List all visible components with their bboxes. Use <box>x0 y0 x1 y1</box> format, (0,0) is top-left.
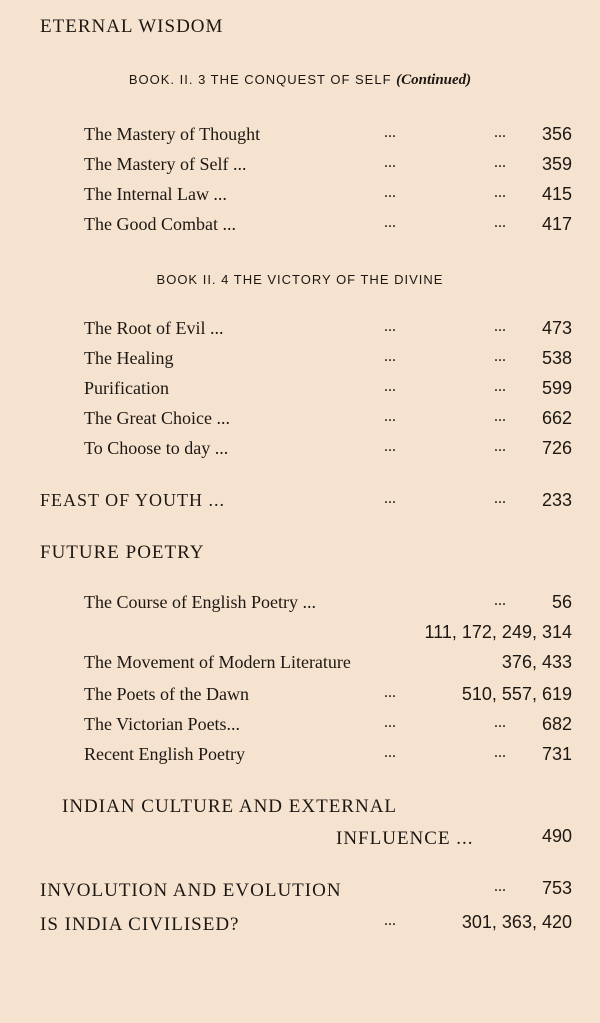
entry-title: The Mastery of Thought <box>84 124 261 144</box>
entry-page: 359 <box>541 154 572 174</box>
entry-page: 490 <box>541 826 572 846</box>
entry-dots: ... <box>494 438 506 455</box>
book-3-title: BOOK. II. 3 THE CONQUEST OF SELF <box>128 72 392 87</box>
entry-page: 376, 433 <box>501 652 572 672</box>
entry-title: The Victorian Poets... <box>84 714 241 734</box>
entry-dots: ... <box>384 912 396 929</box>
entry-title: FEAST OF YOUTH ... <box>40 490 226 510</box>
entry-page: 301, 363, 420 <box>461 912 572 932</box>
toc-entry-continuation <box>0 622 600 652</box>
toc-entry <box>0 318 600 348</box>
entry-dots: ... <box>494 490 506 507</box>
entry-page: 417 <box>541 214 572 234</box>
toc-entry <box>0 124 600 154</box>
entry-dots: ... <box>494 592 506 609</box>
entry-page: 473 <box>541 318 572 338</box>
entry-title: To Choose to day ... <box>84 438 229 458</box>
entry-dots: ... <box>494 378 506 395</box>
entry-dots: ... <box>494 184 506 201</box>
entry-page: 111, 172, 249, 314 <box>424 622 572 642</box>
entry-title: The Root of Evil ... <box>84 318 224 338</box>
entry-dots: ... <box>384 714 396 731</box>
entry-title-continued: INFLUENCE ... <box>336 828 474 849</box>
toc-entry <box>0 714 600 744</box>
entry-page: 662 <box>541 408 572 428</box>
entry-title: The Healing <box>84 348 174 368</box>
entry-page: 56 <box>551 592 572 612</box>
entry-page: 233 <box>541 490 572 510</box>
entry-dots: ... <box>384 378 396 395</box>
entry-dots: ... <box>384 684 396 701</box>
entry-page: 726 <box>541 438 572 458</box>
entry-dots: ... <box>494 154 506 171</box>
section-heading-future-poetry: FUTURE POETRY <box>40 542 205 563</box>
entry-dots: ... <box>384 348 396 365</box>
book-3-heading <box>0 72 600 89</box>
entry-title: INVOLUTION AND EVOLUTION <box>40 880 342 901</box>
toc-entry-involution <box>0 878 600 908</box>
entry-dots: ... <box>384 490 396 507</box>
entry-dots: ... <box>494 714 506 731</box>
entry-page: 538 <box>541 348 572 368</box>
toc-entry <box>0 592 600 622</box>
entry-page: 599 <box>541 378 572 398</box>
entry-dots: ... <box>384 154 396 171</box>
entry-page: 753 <box>541 878 572 898</box>
entry-title: The Internal Law ... <box>84 184 227 204</box>
entry-dots: ... <box>494 124 506 141</box>
toc-entry <box>0 184 600 214</box>
entry-dots: ... <box>494 408 506 425</box>
toc-entry <box>0 378 600 408</box>
entry-page: 731 <box>541 744 572 764</box>
toc-entry <box>0 652 600 682</box>
entry-title: The Movement of Modern Literature <box>84 652 351 672</box>
entry-title: The Mastery of Self ... <box>84 154 247 174</box>
entry-page: 415 <box>541 184 572 204</box>
section-heading-indian-culture: INDIAN CULTURE AND EXTERNAL <box>62 796 398 817</box>
entry-page: 356 <box>541 124 572 144</box>
entry-title: Purification <box>84 378 169 398</box>
entry-title: The Course of English Poetry ... <box>84 592 316 612</box>
entry-dots: ... <box>384 438 396 455</box>
book-3-continued: (Continued) <box>396 72 472 88</box>
entry-title: Recent English Poetry <box>84 744 245 764</box>
entry-title: The Good Combat ... <box>84 214 236 234</box>
entry-title: The Great Choice ... <box>84 408 230 428</box>
book-4-heading: BOOK II. 4 THE VICTORY OF THE DIVINE <box>156 272 444 287</box>
toc-entry-indian-culture <box>0 826 600 856</box>
entry-dots: ... <box>494 318 506 335</box>
entry-dots: ... <box>494 744 506 761</box>
toc-entry <box>0 154 600 184</box>
section-heading-eternal-wisdom: ETERNAL WISDOM <box>40 16 224 37</box>
toc-entry-feast-of-youth <box>0 490 600 520</box>
entry-dots: ... <box>494 878 506 895</box>
entry-page: 510, 557, 619 <box>461 684 572 704</box>
toc-entry <box>0 214 600 244</box>
toc-entry <box>0 438 600 468</box>
entry-dots: ... <box>384 184 396 201</box>
entry-page: 682 <box>541 714 572 734</box>
toc-entry <box>0 348 600 378</box>
toc-entry <box>0 408 600 438</box>
entry-dots: ... <box>384 124 396 141</box>
entry-title: The Poets of the Dawn <box>84 684 249 704</box>
entry-dots: ... <box>384 408 396 425</box>
toc-entry-is-india-civilised <box>0 912 600 942</box>
toc-entry <box>0 744 600 774</box>
entry-dots: ... <box>384 318 396 335</box>
toc-entry <box>0 684 600 714</box>
entry-dots: ... <box>494 348 506 365</box>
entry-dots: ... <box>494 214 506 231</box>
entry-dots: ... <box>384 744 396 761</box>
entry-dots: ... <box>384 214 396 231</box>
entry-title: IS INDIA CIVILISED? <box>40 914 240 935</box>
